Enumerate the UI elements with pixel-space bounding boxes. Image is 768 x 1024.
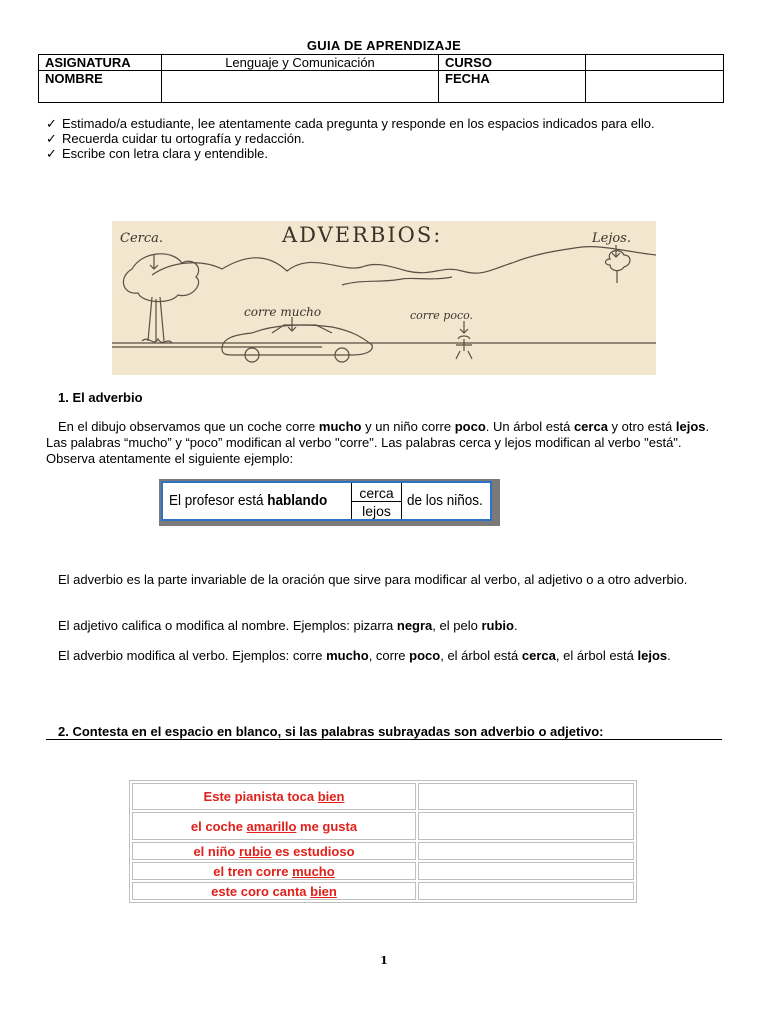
exercise-table	[129, 780, 637, 903]
nombre-value[interactable]	[162, 71, 439, 103]
fecha-label: FECHA	[439, 71, 586, 103]
section2-heading: 2. Contesta en el espacio en blanco, si las palabras subrayadas son adverbio o adjetivo:	[46, 724, 722, 740]
table-row	[132, 783, 634, 810]
curso-value[interactable]	[586, 55, 724, 71]
exercise-sentence: este coro canta bien	[132, 882, 416, 900]
answer-field[interactable]	[418, 882, 634, 900]
adverbios-illustration	[112, 221, 656, 375]
table-row	[132, 862, 634, 880]
table-row	[132, 812, 634, 840]
instruction-item: ✓ Recuerda cuidar tu ortografía y redacción.	[46, 131, 305, 146]
example-text-after: de los niños.	[407, 492, 483, 509]
example-option-cerca: cerca	[352, 485, 401, 502]
exercise-sentence: el niño rubio es estudioso	[132, 842, 416, 860]
section1-paragraph-3: El adjetivo califica o modifica al nombre. Ejemplos: pizarra negra, el pelo rubio.	[58, 618, 518, 633]
check-icon: ✓	[46, 146, 57, 161]
exercise-sentence: el coche amarillo me gusta	[132, 812, 416, 840]
check-icon: ✓	[46, 131, 57, 146]
answer-field[interactable]	[418, 812, 634, 840]
section1-paragraph-1: En el dibujo observamos que un coche corre mucho y un niño corre poco. Un árbol está cerca y otro está lejos. Las palabras “mucho” y “poco” modifican al verbo "corre". Las palabras cerca y lejos modifican al verbo "está". Observa atentamente el siguiente ejemplo:	[46, 419, 710, 466]
table-row	[132, 842, 634, 860]
header-table	[38, 54, 724, 103]
fecha-value[interactable]	[586, 71, 724, 103]
illustration-lejos-label: Lejos.	[592, 231, 631, 246]
illustration-poco-label: corre poco.	[410, 309, 474, 322]
table-row	[132, 882, 634, 900]
page-number: 1	[380, 954, 388, 967]
check-icon: ✓	[46, 116, 57, 131]
answer-field[interactable]	[418, 842, 634, 860]
example-options-box	[351, 483, 402, 519]
nombre-label: NOMBRE	[39, 71, 162, 103]
exercise-sentence: el tren corre mucho	[132, 862, 416, 880]
document-title: GUIA DE APRENDIZAJE	[306, 38, 462, 53]
section1-paragraph-2: El adverbio es la parte invariable de la oración que sirve para modificar al verbo, al adjetivo o a otro adverbio.	[58, 572, 688, 587]
example-sentence-box	[159, 479, 500, 526]
asignatura-value: Lenguaje y Comunicación	[162, 55, 439, 71]
answer-field[interactable]	[418, 862, 634, 880]
exercise-sentence: Este pianista toca bien	[132, 783, 416, 810]
illustration-mucho-label: corre mucho	[244, 305, 322, 319]
curso-label: CURSO	[439, 55, 586, 71]
instructions-list	[44, 116, 734, 161]
example-option-lejos: lejos	[362, 503, 391, 519]
section1-paragraph-4: El adverbio modifica al verbo. Ejemplos: corre mucho, corre poco, el árbol está cerca, el árbol está lejos.	[58, 648, 671, 663]
illustration-title: ADVERBIOS:	[282, 223, 443, 247]
section1-heading: 1. El adverbio	[58, 390, 143, 405]
illustration-cerca-label: Cerca.	[120, 231, 164, 246]
example-text-before: El profesor está hablando	[169, 492, 328, 509]
instruction-item: ✓ Estimado/a estudiante, lee atentamente cada pregunta y responde en los espacios indicados para ello.	[46, 116, 655, 131]
instruction-item: ✓ Escribe con letra clara y entendible.	[46, 146, 268, 161]
asignatura-label: ASIGNATURA	[39, 55, 162, 71]
answer-field[interactable]	[418, 783, 634, 810]
